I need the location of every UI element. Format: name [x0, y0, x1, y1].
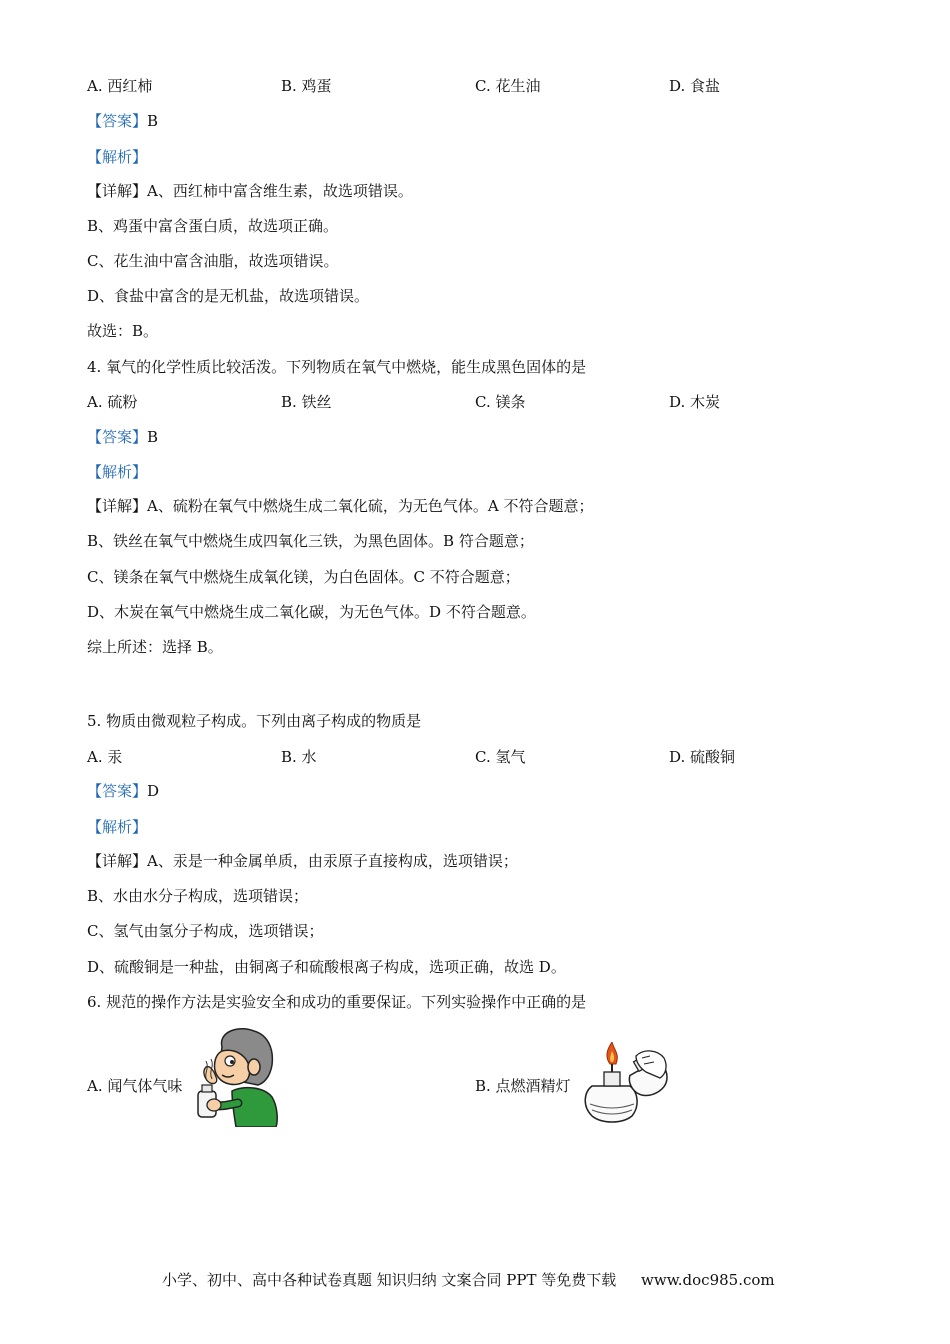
q5-option-a: A. 汞 — [87, 748, 123, 766]
q3-detail-4: D、食盐中富含的是无机盐，故选项错误。 — [87, 287, 370, 305]
page-footer — [162, 1270, 775, 1290]
q4-option-a: A. 硫粉 — [87, 393, 138, 411]
detail-tag: 【详解】 — [87, 852, 148, 870]
q3-detail-1 — [87, 181, 413, 201]
q4-analysis-tag: 【解析】 — [87, 463, 148, 481]
q5-option-b: B. 水 — [281, 748, 317, 766]
q5-analysis-tag: 【解析】 — [87, 818, 148, 836]
q5-answer — [87, 781, 159, 801]
q4-answer — [87, 427, 158, 447]
q4-option-c: C. 镁条 — [475, 393, 526, 411]
q5-detail-4: D、硫酸铜是一种盐，由铜离子和硫酸根离子构成，选项正确，故选 D。 — [87, 958, 566, 976]
q3-detail-2: B、鸡蛋中富含蛋白质，故选项正确。 — [87, 217, 339, 235]
q3-analysis-tag: 【解析】 — [87, 148, 148, 166]
answer-value: B — [147, 112, 159, 130]
q5-detail-1 — [87, 851, 518, 871]
footer-url[interactable]: www.doc985.com — [641, 1271, 775, 1289]
q4-detail-3: C、镁条在氧气中燃烧生成氧化镁，为白色固体。C 不符合题意； — [87, 568, 520, 586]
q5-option-d: D. 硫酸铜 — [669, 748, 736, 766]
detail-text: A、西红柿中富含维生素，故选项错误。 — [147, 182, 413, 200]
q5-option-c: C. 氢气 — [475, 748, 526, 766]
detail-text: A、汞是一种金属单质，由汞原子直接构成，选项错误； — [147, 852, 518, 870]
footer-text: 小学、初中、高中各种试卷真题 知识归纳 文案合同 PPT 等免费下载 — [162, 1271, 617, 1289]
detail-tag: 【详解】 — [87, 497, 148, 515]
q3-detail-3: C、花生油中富含油脂，故选项错误。 — [87, 252, 339, 270]
q5-stem: 5. 物质由微观粒子构成。下列由离子构成的物质是 — [87, 712, 422, 730]
q6-option-b: B. 点燃酒精灯 — [475, 1077, 571, 1095]
alcohol-lamp-figure — [578, 1042, 670, 1128]
answer-tag: 【答案】 — [87, 112, 148, 130]
q5-detail-3: C、氢气由氢分子构成，选项错误； — [87, 922, 324, 940]
q4-conclusion: 综上所述：选择 B。 — [87, 638, 223, 656]
q3-option-a: A. 西红柿 — [87, 77, 153, 95]
answer-tag: 【答案】 — [87, 782, 148, 800]
q4-option-b: B. 铁丝 — [281, 393, 332, 411]
answer-tag: 【答案】 — [87, 428, 148, 446]
q5-detail-2: B、水由水分子构成，选项错误； — [87, 887, 309, 905]
detail-text: A、硫粉在氧气中燃烧生成二氧化硫，为无色气体。A 不符合题意； — [147, 497, 594, 515]
answer-value: D — [147, 782, 160, 800]
q3-option-c: C. 花生油 — [475, 77, 541, 95]
smelling-gas-figure — [188, 1025, 284, 1127]
q4-detail-1 — [87, 496, 593, 516]
q3-option-b: B. 鸡蛋 — [281, 77, 332, 95]
answer-value: B — [147, 428, 159, 446]
detail-tag: 【详解】 — [87, 182, 148, 200]
q4-stem: 4. 氧气的化学性质比较活泼。下列物质在氧气中燃烧，能生成黑色固体的是 — [87, 358, 587, 376]
q6-stem: 6. 规范的操作方法是实验安全和成功的重要保证。下列实验操作中正确的是 — [87, 993, 587, 1011]
q6-option-a: A. 闻气体气味 — [87, 1077, 183, 1095]
q4-detail-4: D、木炭在氧气中燃烧生成二氧化碳，为无色气体。D 不符合题意。 — [87, 603, 536, 621]
q4-option-d: D. 木炭 — [669, 393, 721, 411]
q3-option-d: D. 食盐 — [669, 77, 721, 95]
q3-conclusion: 故选：B。 — [87, 322, 159, 340]
q3-answer — [87, 111, 158, 131]
q4-detail-2: B、铁丝在氧气中燃烧生成四氧化三铁，为黑色固体。B 符合题意； — [87, 532, 534, 550]
